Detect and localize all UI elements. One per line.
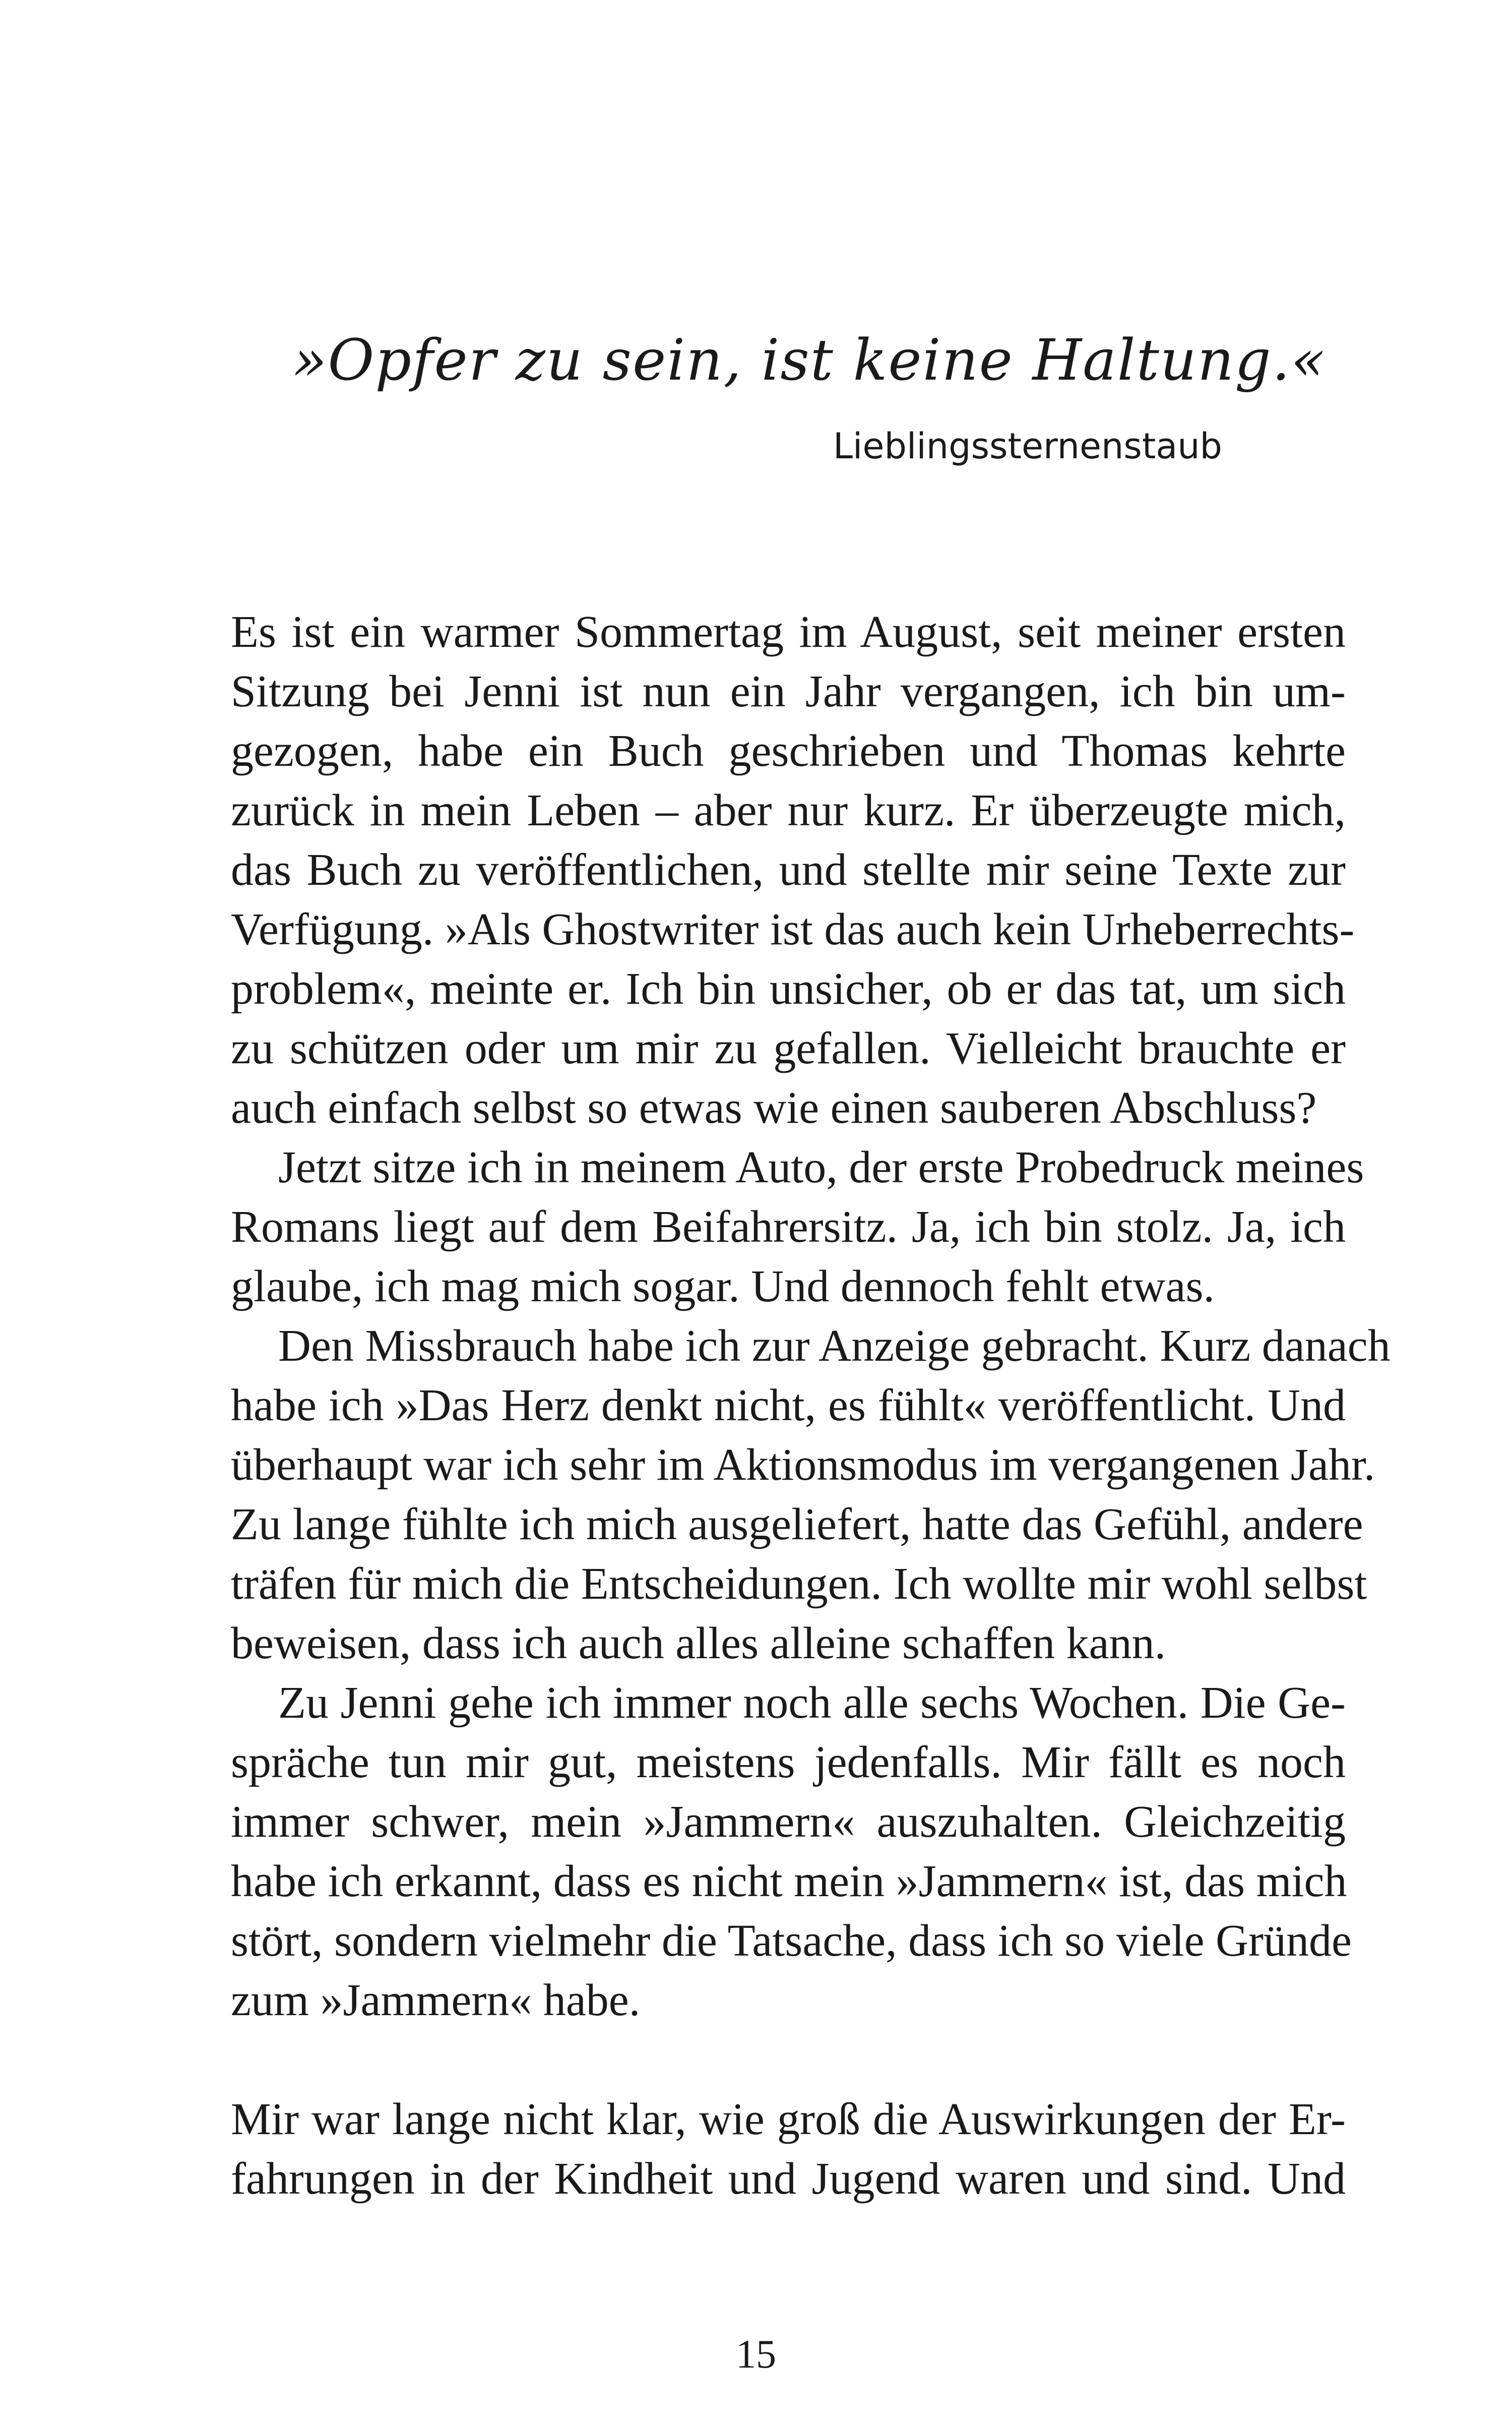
text-line: Jetzt sitze ich in meinem Auto, der erste Probedruck meines: [278, 1142, 1364, 1192]
text-line: stört, sondern vielmehr die Tatsache, dass ich so viele Gründe: [231, 1916, 1352, 1966]
body-text: [231, 602, 1391, 2209]
text-line: habe ich erkannt, dass es nicht mein »Jammern« ist, das mich: [231, 1856, 1347, 1906]
text-line: habe ich »Das Herz denkt nicht, es fühlt« veröffentlicht. Und: [231, 1380, 1346, 1430]
text-line: beweisen, dass ich auch alles alleine schaffen kann.: [231, 1618, 1166, 1668]
text-line: zum »Jammern« habe.: [231, 1975, 641, 2025]
section-break: [231, 2030, 1346, 2090]
text-line: auch einfach selbst so etwas wie einen sauberen Abschluss?: [231, 1083, 1317, 1133]
text-line: Romans liegt auf dem Beifahrersitz. Ja, ich bin stolz. Ja, ich: [231, 1202, 1346, 1252]
epigraph-source: Lieblingssternenstaub: [833, 426, 1222, 467]
epigraph-quote: »Opfer zu sein, ist keine Haltung.«: [292, 328, 1327, 393]
text-line: zu schützen oder um mir zu gefallen. Vielleicht brauchte er: [231, 1023, 1346, 1073]
text-line: träfen für mich die Entscheidungen. Ich wollte mir wohl selbst: [231, 1559, 1367, 1609]
text-line: Mir war lange nicht klar, wie groß die Auswirkungen der Er-: [231, 2094, 1346, 2144]
text-line: überhaupt war ich sehr im Aktionsmodus im vergangenen Jahr.: [231, 1440, 1375, 1490]
text-line: spräche tun mir gut, meistens jedenfalls. Mir fällt es noch: [231, 1737, 1346, 1787]
text-line: Den Missbrauch habe ich zur Anzeige gebracht. Kurz danach: [278, 1321, 1391, 1371]
text-line: gezogen, habe ein Buch geschrieben und Thomas kehrte: [231, 726, 1346, 776]
text-line: fahrungen in der Kindheit und Jugend waren und sind. Und: [231, 2154, 1346, 2204]
text-line: Verfügung. »Als Ghostwriter ist das auch kein Urheberrechts-: [231, 904, 1355, 954]
text-line: das Buch zu veröffentlichen, und stellte mir seine Texte zur: [231, 845, 1346, 895]
text-line: Zu Jenni gehe ich immer noch alle sechs Wochen. Die Ge-: [278, 1678, 1346, 1728]
text-line: Es ist ein warmer Sommertag im August, seit meiner ersten: [231, 607, 1346, 657]
text-line: problem«, meinte er. Ich bin unsicher, ob er das tat, um sich: [231, 964, 1346, 1014]
text-line: zurück in mein Leben – aber nur kurz. Er überzeugte mich,: [231, 785, 1346, 835]
text-line: glaube, ich mag mich sogar. Und dennoch fehlt etwas.: [231, 1261, 1215, 1311]
text-line: immer schwer, mein »Jammern« auszuhalten. Gleichzeitig: [231, 1797, 1346, 1847]
text-line: Zu lange fühlte ich mich ausgeliefert, hatte das Gefühl, andere: [231, 1499, 1363, 1549]
text-line: Sitzung bei Jenni ist nun ein Jahr vergangen, ich bin um-: [231, 667, 1346, 716]
page-number: 15: [736, 2332, 776, 2377]
